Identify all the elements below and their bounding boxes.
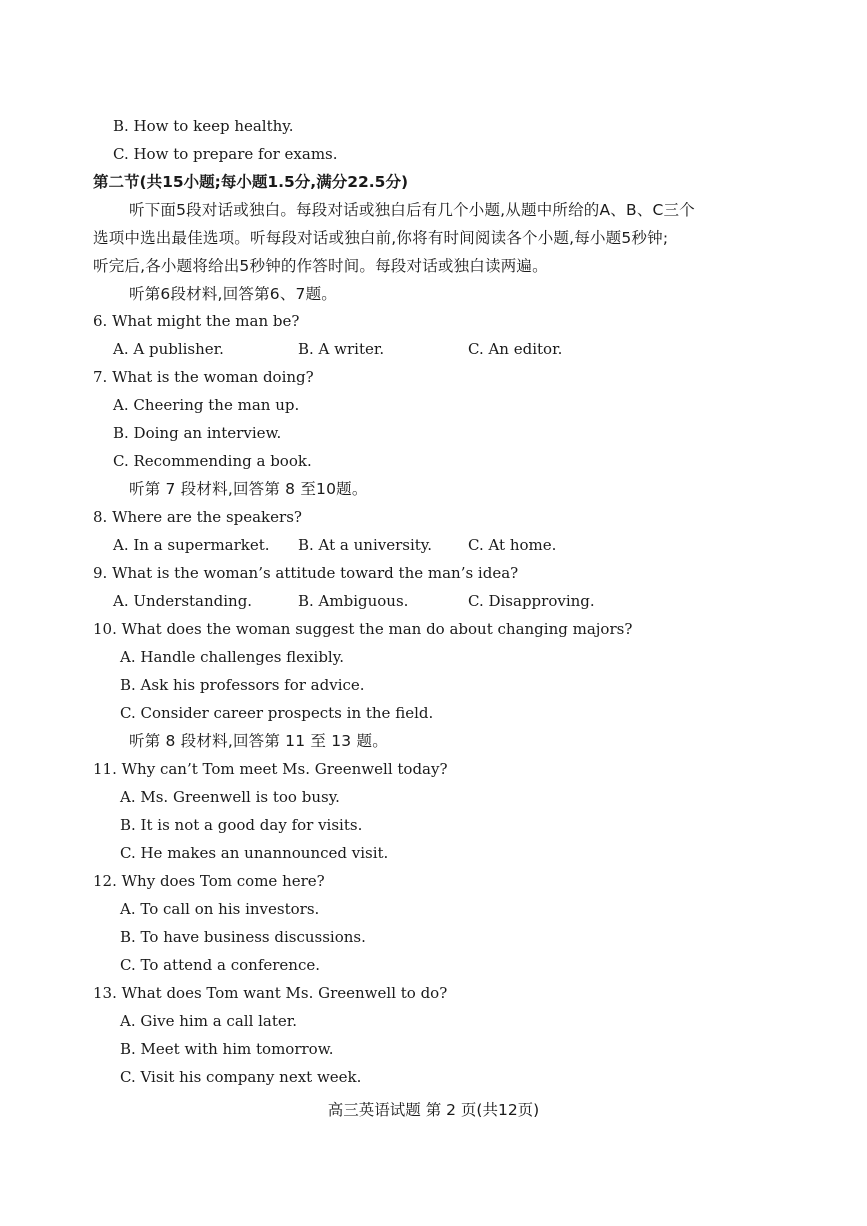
question-10-option-c: C. Consider career prospects in the field.	[120, 704, 434, 722]
material-6-note: 听第6段材料,回答第6、7题。	[129, 285, 338, 303]
material-8-note: 听第 8 段材料,回答第 11 至 13 题。	[129, 732, 388, 750]
question-7-option-a: A. Cheering the man up.	[113, 396, 300, 414]
question-11-option-a: A. Ms. Greenwell is too busy.	[120, 788, 340, 806]
question-10-option-b: B. Ask his professors for advice.	[120, 676, 365, 694]
question-11-option-c: C. He makes an unannounced visit.	[120, 844, 389, 862]
question-12-option-a: A. To call on his investors.	[120, 900, 320, 918]
page-footer: 高三英语试题 第 2 页(共12页)	[327, 1101, 540, 1119]
question-10-stem: 10. What does the woman suggest the man do about changing majors?	[93, 620, 633, 638]
question-12-option-b: B. To have business discussions.	[120, 928, 366, 946]
question-13-option-a: A. Give him a call later.	[120, 1012, 298, 1030]
question-12-stem: 12. Why does Tom come here?	[93, 872, 325, 890]
prev-option-c: C. How to prepare for exams.	[113, 145, 338, 163]
question-11-option-b: B. It is not a good day for visits.	[120, 816, 363, 834]
question-7-option-b: B. Doing an interview.	[113, 424, 282, 442]
question-6-option-a: A. A publisher.	[113, 340, 224, 358]
question-9-option-c: C. Disapproving.	[468, 592, 595, 610]
question-8-option-c: C. At home.	[468, 536, 557, 554]
question-8-option-a: A. In a supermarket.	[113, 536, 270, 554]
section-heading: 第二节(共15小题;每小题1.5分,满分22.5分)	[93, 173, 409, 191]
question-12-option-c: C. To attend a conference.	[120, 956, 321, 974]
question-6-option-b: B. A writer.	[298, 340, 385, 358]
question-10-option-a: A. Handle challenges flexibly.	[120, 648, 344, 666]
instruction-line-3: 听完后,各小题将给出5秒钟的作答时间。每段对话或独白读两遍。	[93, 257, 548, 275]
question-6-option-c: C. An editor.	[468, 340, 563, 358]
prev-option-b: B. How to keep healthy.	[113, 117, 294, 135]
question-9-option-a: A. Understanding.	[113, 592, 253, 610]
question-11-stem: 11. Why can’t Tom meet Ms. Greenwell today?	[93, 760, 448, 778]
question-13-option-c: C. Visit his company next week.	[120, 1068, 362, 1086]
instruction-line-1: 听下面5段对话或独白。每段对话或独白后有几个小题,从题中所给的A、B、C三个	[129, 201, 695, 219]
instruction-line-2: 选项中选出最佳选项。听每段对话或独白前,你将有时间阅读各个小题,每小题5秒钟;	[93, 229, 669, 247]
question-13-stem: 13. What does Tom want Ms. Greenwell to do?	[93, 984, 448, 1002]
question-7-option-c: C. Recommending a book.	[113, 452, 312, 470]
material-7-note: 听第 7 段材料,回答第 8 至10题。	[129, 480, 368, 498]
question-8-stem: 8. Where are the speakers?	[93, 508, 302, 526]
question-6-stem: 6. What might the man be?	[93, 312, 300, 330]
question-7-stem: 7. What is the woman doing?	[93, 368, 314, 386]
question-9-option-b: B. Ambiguous.	[298, 592, 409, 610]
question-9-stem: 9. What is the woman’s attitude toward the man’s idea?	[93, 564, 519, 582]
question-8-option-b: B. At a university.	[298, 536, 433, 554]
question-13-option-b: B. Meet with him tomorrow.	[120, 1040, 334, 1058]
